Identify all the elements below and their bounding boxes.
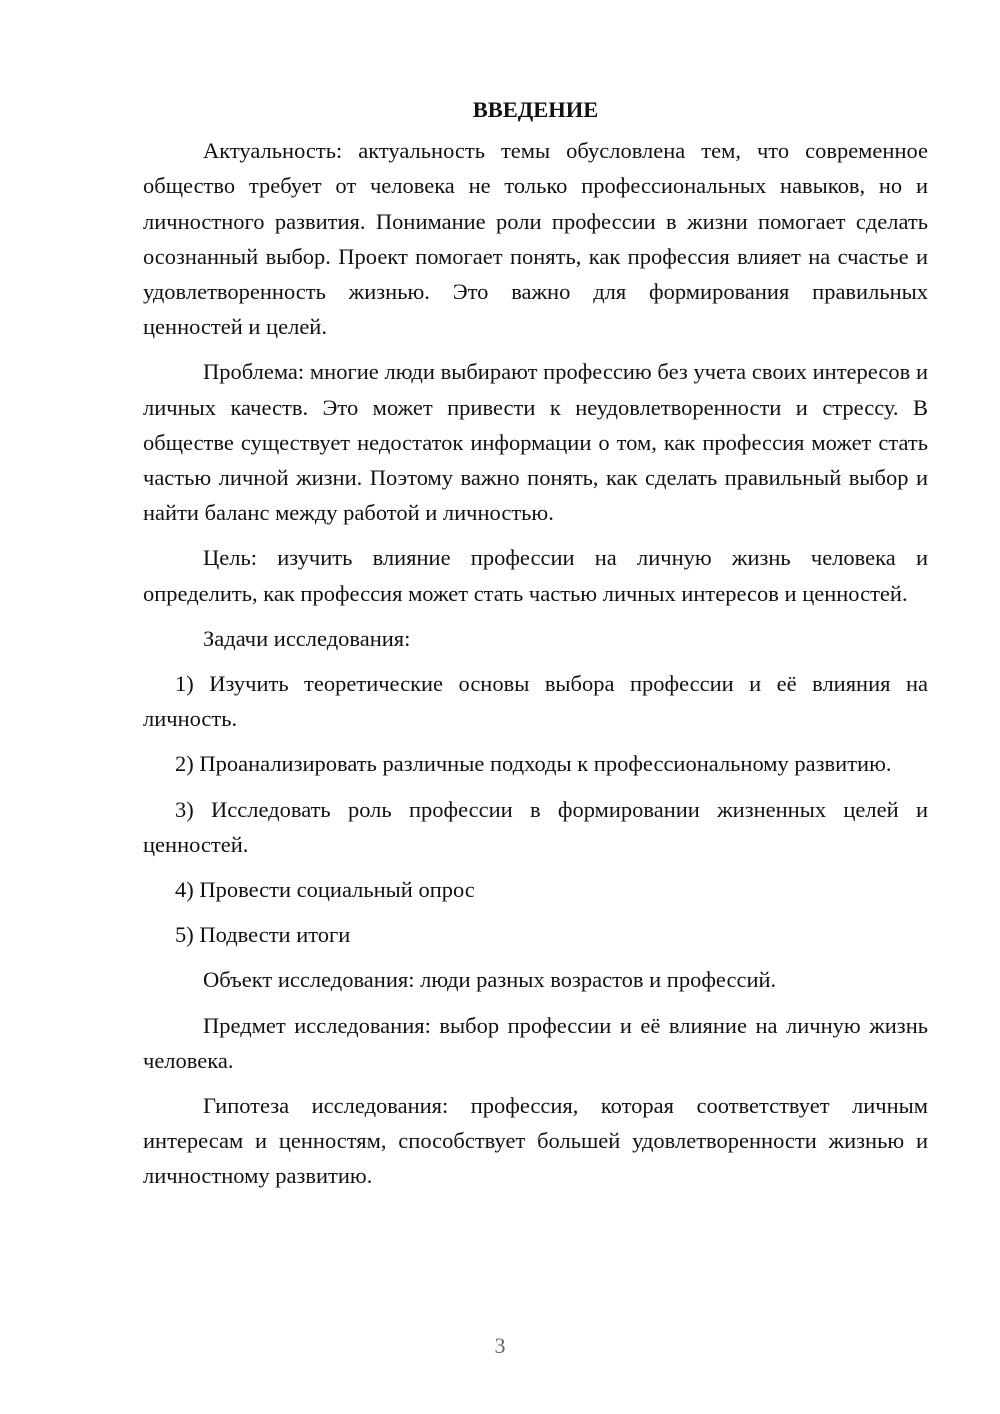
task-item: 2) Проанализировать различные подходы к профессиональному развитию. (175, 751, 892, 777)
tasks-heading: Задачи исследования: (203, 625, 411, 651)
goal-paragraph: Цель: изучить влияние профессии на личную жизнь человека и определить, как профессия может стать частью личных интересов и ценностей. (143, 545, 928, 606)
task-item: 4) Провести социальный опрос (175, 877, 475, 903)
relevance-paragraph: Актуальность: актуальность темы обусловлена тем, что современное общество требует от человека не только профессиональных навыков, но и личностного развития. Понимание роли профессии в жизни помогает сделать осознанный выбор. Проект помогает понять, как профессия влияет на счастье и удовлетворенность жизнью. Это важно для формирования правильных ценностей и целей. (143, 138, 928, 340)
task-item: 3) Исследовать роль профессии в формировании жизненных целей и ценностей. (143, 796, 928, 857)
section-title: ВВЕДЕНИЕ (472, 97, 599, 122)
task-item: 5) Подвести итоги (175, 922, 351, 948)
subject-paragraph: Предмет исследования: выбор профессии и её влияние на личную жизнь человека. (143, 1012, 928, 1073)
task-item: 1) Изучить теоретические основы выбора профессии и её влияния на личность. (143, 671, 928, 732)
page-content (143, 92, 928, 1194)
object-paragraph: Объект исследования: люди разных возрастов и профессий. (203, 967, 777, 993)
hypothesis-paragraph: Гипотеза исследования: профессия, которая соответствует личным интересам и ценностям, способствует большей удовлетворенности жизнью и личностному развитию. (143, 1093, 928, 1189)
problem-paragraph: Проблема: многие люди выбирают профессию без учета своих интересов и личных качеств. Это может привести к неудовлетворенности и стрессу. В обществе существует недостаток информации о том, как профессия может стать частью личной жизни. Поэтому важно понять, как сделать правильный выбор и найти баланс между работой и личностью. (143, 359, 928, 526)
page-number: 3 (494, 1333, 506, 1358)
